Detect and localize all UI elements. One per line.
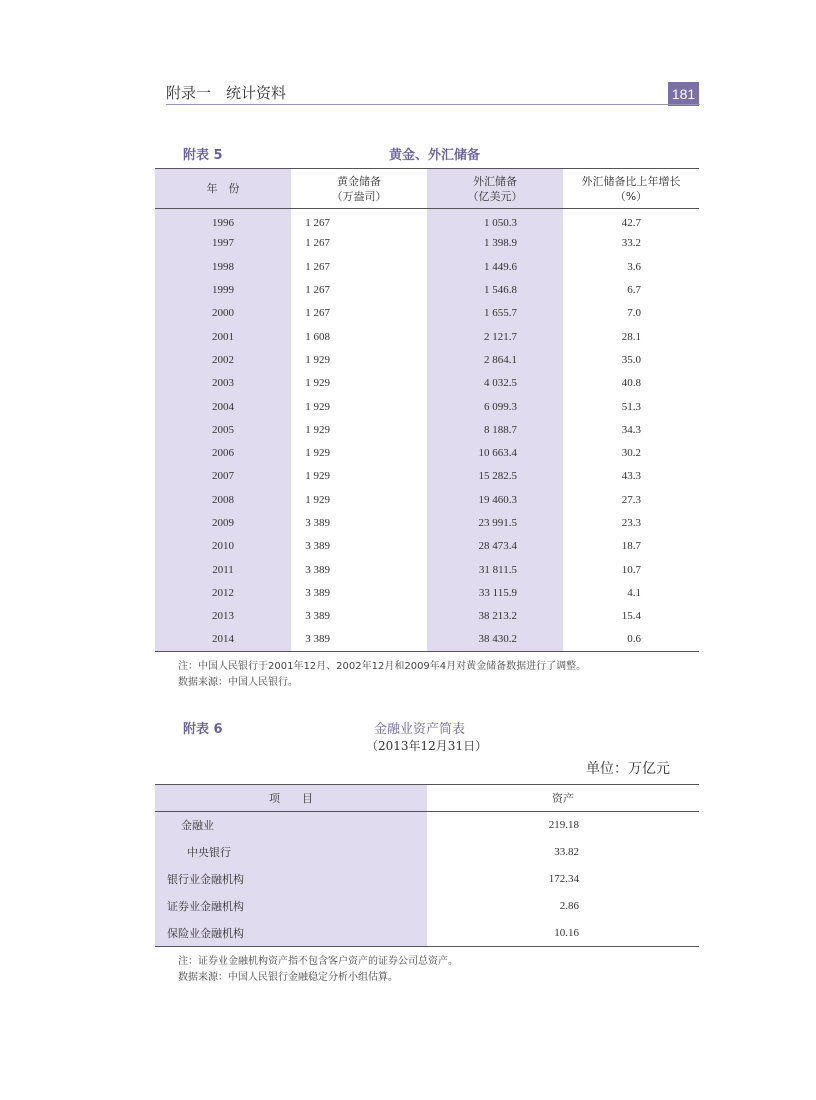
table-row: [155, 535, 699, 558]
growth-cell: 42.7: [621, 217, 641, 230]
asset-value-cell: 2.86: [559, 900, 579, 912]
gold-cell: 3 389: [305, 586, 330, 599]
item-cell: 中央银行: [155, 839, 427, 866]
year-cell: 2000: [155, 302, 291, 325]
table5-source: 数据来源：中国人民银行。: [178, 677, 298, 688]
table-row: [155, 278, 699, 301]
table-row: [155, 325, 699, 348]
table6-source: 数据来源：中国人民银行金融稳定分析小组估算。: [178, 972, 398, 983]
table6-note: 注：证券业金融机构资产指不包含客户资产的证券公司总资产。: [178, 956, 458, 967]
forex-cell: 1 398.9: [427, 232, 563, 255]
asset-value-cell: 33.82: [554, 846, 579, 858]
col-header-assets: 资产: [427, 785, 699, 812]
year-cell: 2001: [155, 325, 291, 348]
asset-value-cell: 219.18: [548, 819, 579, 832]
page-number: 181: [668, 82, 699, 106]
gold-cell: 1 929: [305, 493, 330, 506]
forex-cell: 38 430.2: [427, 628, 563, 651]
table6-title: 金融业资产简表: [374, 722, 466, 737]
forex-cell: 1 050.3: [427, 209, 563, 232]
growth-cell: 10.7: [621, 563, 641, 576]
table6-label: 附表 6: [183, 722, 223, 737]
year-cell: 2007: [155, 465, 291, 488]
gold-cell: 3 389: [291, 628, 427, 651]
gold-cell: 1 929: [305, 377, 330, 390]
item-cell: 金融业: [155, 812, 427, 839]
year-cell: 2006: [155, 441, 291, 464]
table-row: [155, 628, 699, 651]
forex-cell: 1 449.6: [427, 255, 563, 278]
year-cell: 2003: [155, 372, 291, 395]
growth-cell: 3.6: [627, 260, 641, 273]
asset-value-cell: 172.34: [548, 873, 579, 885]
growth-cell: 7.0: [627, 307, 641, 320]
forex-cell: 19 460.3: [427, 488, 563, 511]
table6-body: [155, 812, 699, 947]
table5-notes: [178, 659, 586, 691]
growth-cell: 34.3: [621, 423, 641, 436]
growth-cell: 35.0: [621, 353, 641, 366]
gold-cell: 1 929: [305, 470, 330, 483]
growth-cell: 28.1: [621, 330, 641, 343]
growth-cell: 43.3: [621, 470, 641, 483]
item-cell: 银行业金融机构: [155, 866, 427, 893]
table-header-row: [155, 785, 699, 812]
table-row: [155, 488, 699, 511]
growth-cell: 15.4: [621, 610, 641, 623]
year-cell: 2011: [155, 558, 291, 581]
table-row: [155, 893, 699, 920]
table-row: [155, 372, 699, 395]
gold-cell: 1 267: [305, 307, 330, 320]
gold-cell: 1 267: [305, 217, 330, 230]
col-header-growth: 外汇储备比上年增长 （%）: [563, 169, 699, 209]
forex-cell: 2 121.7: [427, 325, 563, 348]
item-cell: 保险业金融机构: [155, 920, 427, 947]
year-cell: 2005: [155, 418, 291, 441]
table5-body: [155, 209, 699, 652]
forex-cell: 23 991.5: [427, 511, 563, 534]
forex-cell: 2 864.1: [427, 348, 563, 371]
table-row: [155, 511, 699, 534]
table-row: [155, 839, 699, 866]
table-row: [155, 418, 699, 441]
table-row: [155, 920, 699, 947]
year-cell: 1999: [155, 278, 291, 301]
col-header-forex: 外汇储备 （亿美元）: [427, 169, 563, 209]
gold-forex-reserves-table: [155, 168, 699, 652]
table6-notes: [178, 954, 458, 986]
gold-cell: 1 929: [305, 400, 330, 413]
forex-cell: 10 663.4: [427, 441, 563, 464]
table-row: [155, 558, 699, 581]
gold-cell: 3 389: [305, 540, 330, 553]
forex-cell: 1 655.7: [427, 302, 563, 325]
year-cell: 2010: [155, 535, 291, 558]
gold-cell: 1 267: [305, 237, 330, 250]
table5-title: 黄金、外汇储备: [389, 148, 481, 163]
col-header-year: 年 份: [155, 169, 291, 209]
year-cell: 2002: [155, 348, 291, 371]
table-row: [155, 209, 699, 232]
forex-cell: 8 188.7: [427, 418, 563, 441]
year-cell: 1998: [155, 255, 291, 278]
year-cell: 2014: [155, 628, 291, 651]
gold-cell: 1 929: [305, 447, 330, 460]
forex-cell: 33 115.9: [427, 581, 563, 604]
year-cell: 1997: [155, 232, 291, 255]
growth-cell: 33.2: [621, 237, 641, 250]
forex-cell: 4 032.5: [427, 372, 563, 395]
table6-unit: 单位：万亿元: [586, 761, 670, 777]
growth-cell: 6.7: [627, 284, 641, 297]
table-row: [155, 302, 699, 325]
forex-cell: 6 099.3: [427, 395, 563, 418]
gold-cell: 3 389: [305, 517, 330, 529]
year-cell: 2008: [155, 488, 291, 511]
table-header-row: [155, 169, 699, 209]
growth-cell: 30.2: [621, 447, 641, 460]
table5-label: 附表 5: [183, 148, 223, 163]
gold-cell: 1 929: [305, 423, 330, 436]
gold-cell: 1 267: [305, 284, 330, 297]
header-rule: [166, 104, 700, 105]
year-cell: 2004: [155, 395, 291, 418]
asset-value-cell: 10.16: [427, 920, 699, 947]
table6-subtitle: （2013年12月31日）: [366, 739, 488, 753]
growth-cell: 40.8: [621, 377, 641, 390]
forex-cell: 31 811.5: [427, 558, 563, 581]
table-row: [155, 866, 699, 893]
gold-cell: 1 267: [305, 260, 330, 273]
table-row: [155, 395, 699, 418]
forex-cell: 38 213.2: [427, 605, 563, 628]
running-header-title: 附录一 统计资料: [166, 84, 287, 102]
growth-cell: 0.6: [563, 628, 699, 651]
table5-note: 注：中国人民银行于2001年12月、2002年12月和2009年4月对黄金储备数据进行了调整。: [178, 661, 587, 672]
forex-cell: 1 546.8: [427, 278, 563, 301]
gold-cell: 3 389: [305, 610, 330, 623]
table-row: [155, 255, 699, 278]
year-cell: 2009: [155, 511, 291, 534]
table-row: [155, 812, 699, 839]
table-row: [155, 348, 699, 371]
col-header-item: 项 目: [155, 785, 427, 812]
year-cell: 2012: [155, 581, 291, 604]
table-row: [155, 605, 699, 628]
table-row: [155, 581, 699, 604]
growth-cell: 27.3: [621, 493, 641, 506]
growth-cell: 51.3: [621, 400, 641, 413]
growth-cell: 4.1: [627, 586, 641, 599]
financial-assets-table: [155, 784, 699, 947]
forex-cell: 28 473.4: [427, 535, 563, 558]
gold-cell: 1 608: [305, 330, 330, 343]
table-row: [155, 441, 699, 464]
item-cell: 证券业金融机构: [155, 893, 427, 920]
growth-cell: 23.3: [621, 517, 641, 529]
forex-cell: 15 282.5: [427, 465, 563, 488]
table-row: [155, 465, 699, 488]
gold-cell: 1 929: [305, 353, 330, 366]
year-cell: 2013: [155, 605, 291, 628]
gold-cell: 3 389: [305, 563, 330, 576]
table-row: [155, 232, 699, 255]
col-header-gold: 黄金储备 （万盎司）: [291, 169, 427, 209]
growth-cell: 18.7: [621, 540, 641, 553]
year-cell: 1996: [155, 209, 291, 232]
